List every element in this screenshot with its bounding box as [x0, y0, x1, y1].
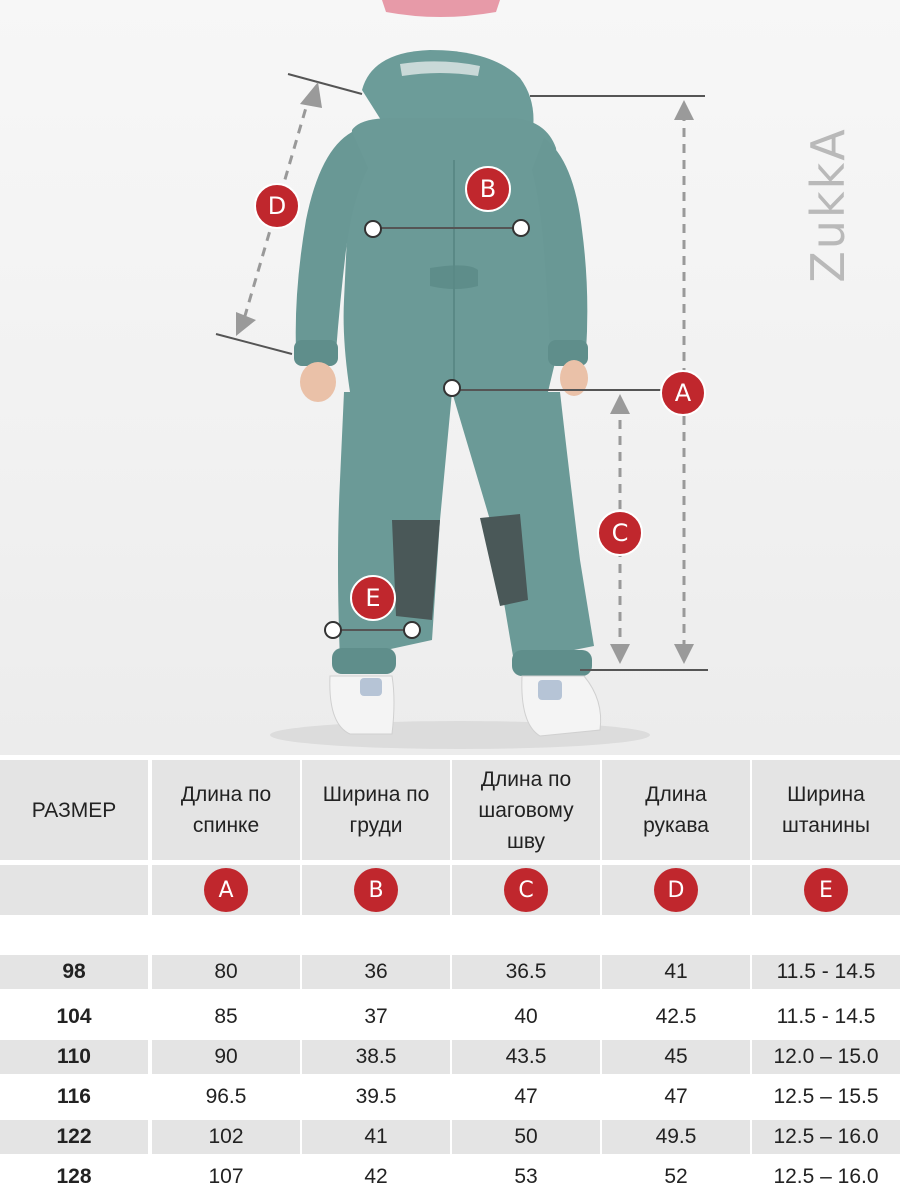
- table-cell: 12.0 – 15.0: [752, 1040, 900, 1074]
- letter-cell: [302, 865, 450, 915]
- letter-badge-e: E: [804, 868, 848, 912]
- table-cell: 37: [364, 1005, 388, 1028]
- header-inseam: Длина по шаговому шву: [452, 760, 600, 860]
- header-chest-width: Ширина по груди: [302, 760, 450, 860]
- table-cell: 36: [302, 955, 450, 989]
- size-table: [0, 755, 900, 1200]
- table-cell: 85: [214, 1005, 238, 1028]
- letter-cell: [752, 865, 900, 915]
- letter-cell: [602, 865, 750, 915]
- header-size: РАЗМЕР: [0, 760, 148, 860]
- size-label: 98: [0, 955, 148, 989]
- table-cell: 47: [664, 1085, 688, 1108]
- table-cell: 12.5 – 15.5: [773, 1085, 879, 1108]
- table-cell: 96.5: [205, 1085, 247, 1108]
- marker-d: D: [254, 183, 300, 229]
- letter-badge-c: C: [504, 868, 548, 912]
- marker-a: A: [660, 370, 706, 416]
- marker-b: B: [465, 166, 511, 212]
- table-cell: 11.5 - 14.5: [776, 1005, 876, 1028]
- letter-badge-a: A: [204, 868, 248, 912]
- table-cell: 12.5 – 16.0: [752, 1120, 900, 1154]
- table-cell: 102: [152, 1120, 300, 1154]
- table-cell: 47: [514, 1085, 538, 1108]
- table-cell: 107: [208, 1165, 244, 1188]
- letter-cell: [152, 865, 300, 915]
- table-cell: 90: [152, 1040, 300, 1074]
- size-label: 104: [56, 1005, 92, 1028]
- header-sleeve-length: Длина рукава: [602, 760, 750, 860]
- table-cell: 42: [364, 1165, 388, 1188]
- table-cell: 36.5: [452, 955, 600, 989]
- table-cell: 12.5 – 16.0: [773, 1165, 879, 1188]
- table-cell: 43.5: [452, 1040, 600, 1074]
- header-leg-width: Ширина штанины: [752, 760, 900, 860]
- size-label: 122: [0, 1120, 148, 1154]
- table-cell: 49.5: [602, 1120, 750, 1154]
- table-cell: 39.5: [355, 1085, 397, 1108]
- letter-cell: [452, 865, 600, 915]
- table-cell: 80: [152, 955, 300, 989]
- table-cell: 52: [664, 1165, 688, 1188]
- letter-cell: [0, 865, 148, 915]
- brand-logo: ZukkA: [801, 127, 855, 283]
- table-cell: 41: [302, 1120, 450, 1154]
- letter-badge-b: B: [354, 868, 398, 912]
- table-cell: 45: [602, 1040, 750, 1074]
- size-label: 128: [56, 1165, 92, 1188]
- table-cell: 42.5: [655, 1005, 697, 1028]
- letter-badge-d: D: [654, 868, 698, 912]
- table-cell: 40: [514, 1005, 538, 1028]
- size-label: 110: [0, 1040, 148, 1074]
- table-cell: 41: [602, 955, 750, 989]
- size-label: 116: [57, 1085, 91, 1108]
- marker-e: E: [350, 575, 396, 621]
- table-cell: 11.5 - 14.5: [752, 955, 900, 989]
- marker-c: C: [597, 510, 643, 556]
- table-cell: 50: [452, 1120, 600, 1154]
- table-cell: 53: [514, 1165, 538, 1188]
- table-cell: 38.5: [302, 1040, 450, 1074]
- header-back-length: Длина по спинке: [152, 760, 300, 860]
